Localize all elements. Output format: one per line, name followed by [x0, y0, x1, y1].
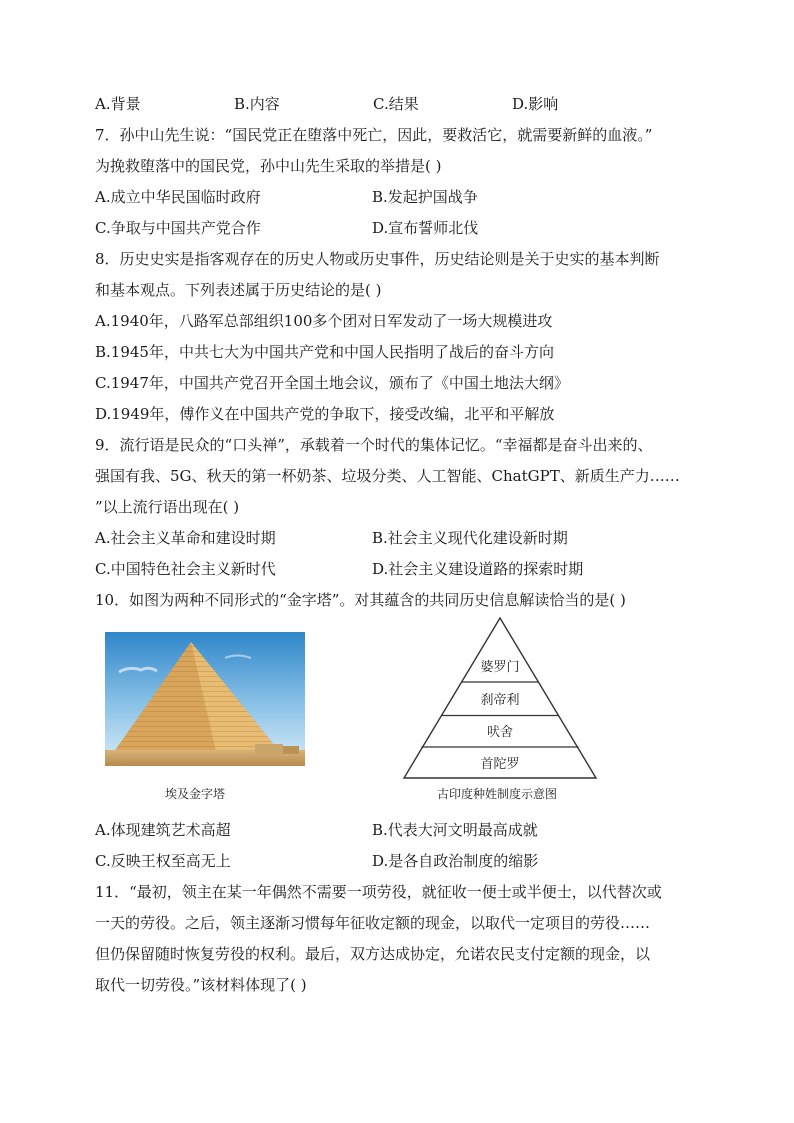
q11-stem-line-2: 一天的劳役。之后，领主逐渐习惯每年征收定额的现金，以取代一定项目的劳役…… — [95, 914, 651, 932]
q11-stem-line-3: 但仍保留随时恢复劳役的权利。最后，双方达成协定，允诺农民支付定额的现金，以 — [95, 945, 651, 963]
q6-option-b: B.内容 — [234, 95, 280, 113]
question-11 — [95, 882, 705, 995]
q7-options-row-1 — [95, 187, 705, 207]
q7-option-c: C.争取与中国共产党合作 — [95, 219, 261, 237]
egypt-pyramid-photo — [105, 632, 305, 766]
caste-label-vaishya: 吠舍 — [486, 725, 514, 740]
q7-option-a: A.成立中华民国临时政府 — [95, 188, 261, 206]
q10-options-row-2 — [95, 851, 705, 871]
q9-option-c: C.中国特色社会主义新时代 — [95, 560, 276, 578]
exam-page — [95, 94, 705, 995]
q9-option-d: D.社会主义建设道路的探索时期 — [372, 560, 584, 578]
caste-pyramid-diagram — [400, 616, 600, 780]
question-7 — [95, 125, 705, 238]
q11-stem-line-1: 11．“最初，领主在某一年偶然不需要一项劳役，就征收一便士或半便士，以代替次或 — [95, 883, 662, 901]
caste-label-brahmin: 婆罗门 — [480, 660, 520, 675]
q9-option-b: B.社会主义现代化建设新时期 — [372, 529, 568, 547]
question-8 — [95, 249, 705, 424]
q6-options — [95, 94, 705, 114]
q8-stem-line-1: 8．历史史实是指客观存在的历史人物或历史事件，历史结论则是关于史实的基本判断 — [95, 250, 660, 268]
q7-option-d: D.宣布誓师北伐 — [372, 219, 479, 237]
q7-options-row-2 — [95, 218, 705, 238]
question-9 — [95, 435, 705, 579]
q8-option-d: D.1949年，傅作义在中国共产党的争取下，接受改编，北平和平解放 — [95, 405, 555, 423]
q10-stem: 10．如图为两种不同形式的“金字塔”。对其蕴含的共同历史信息解读恰当的是( ) — [95, 591, 626, 609]
q10-option-b: B.代表大河文明最高成就 — [372, 821, 538, 839]
q9-options-row-2 — [95, 559, 705, 579]
q9-stem-line-3: ”以上流行语出现在( ) — [95, 498, 240, 516]
q8-option-a: A.1940年，八路军总部组织100多个团对日军发动了一场大规模进攻 — [95, 312, 553, 330]
q9-stem-line-1: 9．流行语是民众的“口头禅”，承载着一个时代的集体记忆。“幸福都是奋斗出来的、 — [95, 436, 653, 454]
q8-option-c: C.1947年，中国共产党召开全国土地会议，颁布了《中国土地法大纲》 — [95, 374, 569, 392]
q7-option-b: B.发起护国战争 — [372, 188, 478, 206]
caste-diagram-caption: 古印度种姓制度示意图 — [437, 787, 558, 801]
caste-label-kshatriya: 刹帝利 — [480, 693, 520, 708]
q6-option-c: C.结果 — [373, 95, 419, 113]
q10-options-row-1 — [95, 820, 705, 840]
q10-option-a: A.体现建筑艺术高超 — [95, 821, 231, 839]
q9-stem-line-2: 强国有我、5G、秋天的第一杯奶茶、垃圾分类、人工智能、ChatGPT、新质生产力…… — [95, 467, 680, 485]
q11-stem-line-4: 取代一切劳役。”该材料体现了( ) — [95, 976, 307, 994]
q10-option-d: D.是各自政治制度的缩影 — [372, 852, 539, 870]
caste-label-shudra: 首陀罗 — [480, 757, 520, 772]
egypt-pyramid-caption: 埃及金字塔 — [165, 787, 226, 801]
q9-option-a: A.社会主义革命和建设时期 — [95, 529, 276, 547]
q6-option-d: D.影响 — [512, 95, 559, 113]
q10-figures — [95, 622, 705, 814]
q8-option-b: B.1945年，中共七大为中国共产党和中国人民指明了战后的奋斗方向 — [95, 343, 554, 361]
q9-options-row-1 — [95, 528, 705, 548]
q6-option-a: A.背景 — [95, 95, 141, 113]
q7-stem-line-2: 为挽救堕落中的国民党，孙中山先生采取的举措是( ) — [95, 157, 442, 175]
q8-stem-line-2: 和基本观点。下列表述属于历史结论的是( ) — [95, 281, 382, 299]
q10-option-c: C.反映王权至高无上 — [95, 852, 231, 870]
q7-stem-line-1: 7．孙中山先生说：“国民党正在堕落中死亡，因此，要救活它，就需要新鲜的血液。” — [95, 126, 653, 144]
question-10 — [95, 590, 705, 871]
